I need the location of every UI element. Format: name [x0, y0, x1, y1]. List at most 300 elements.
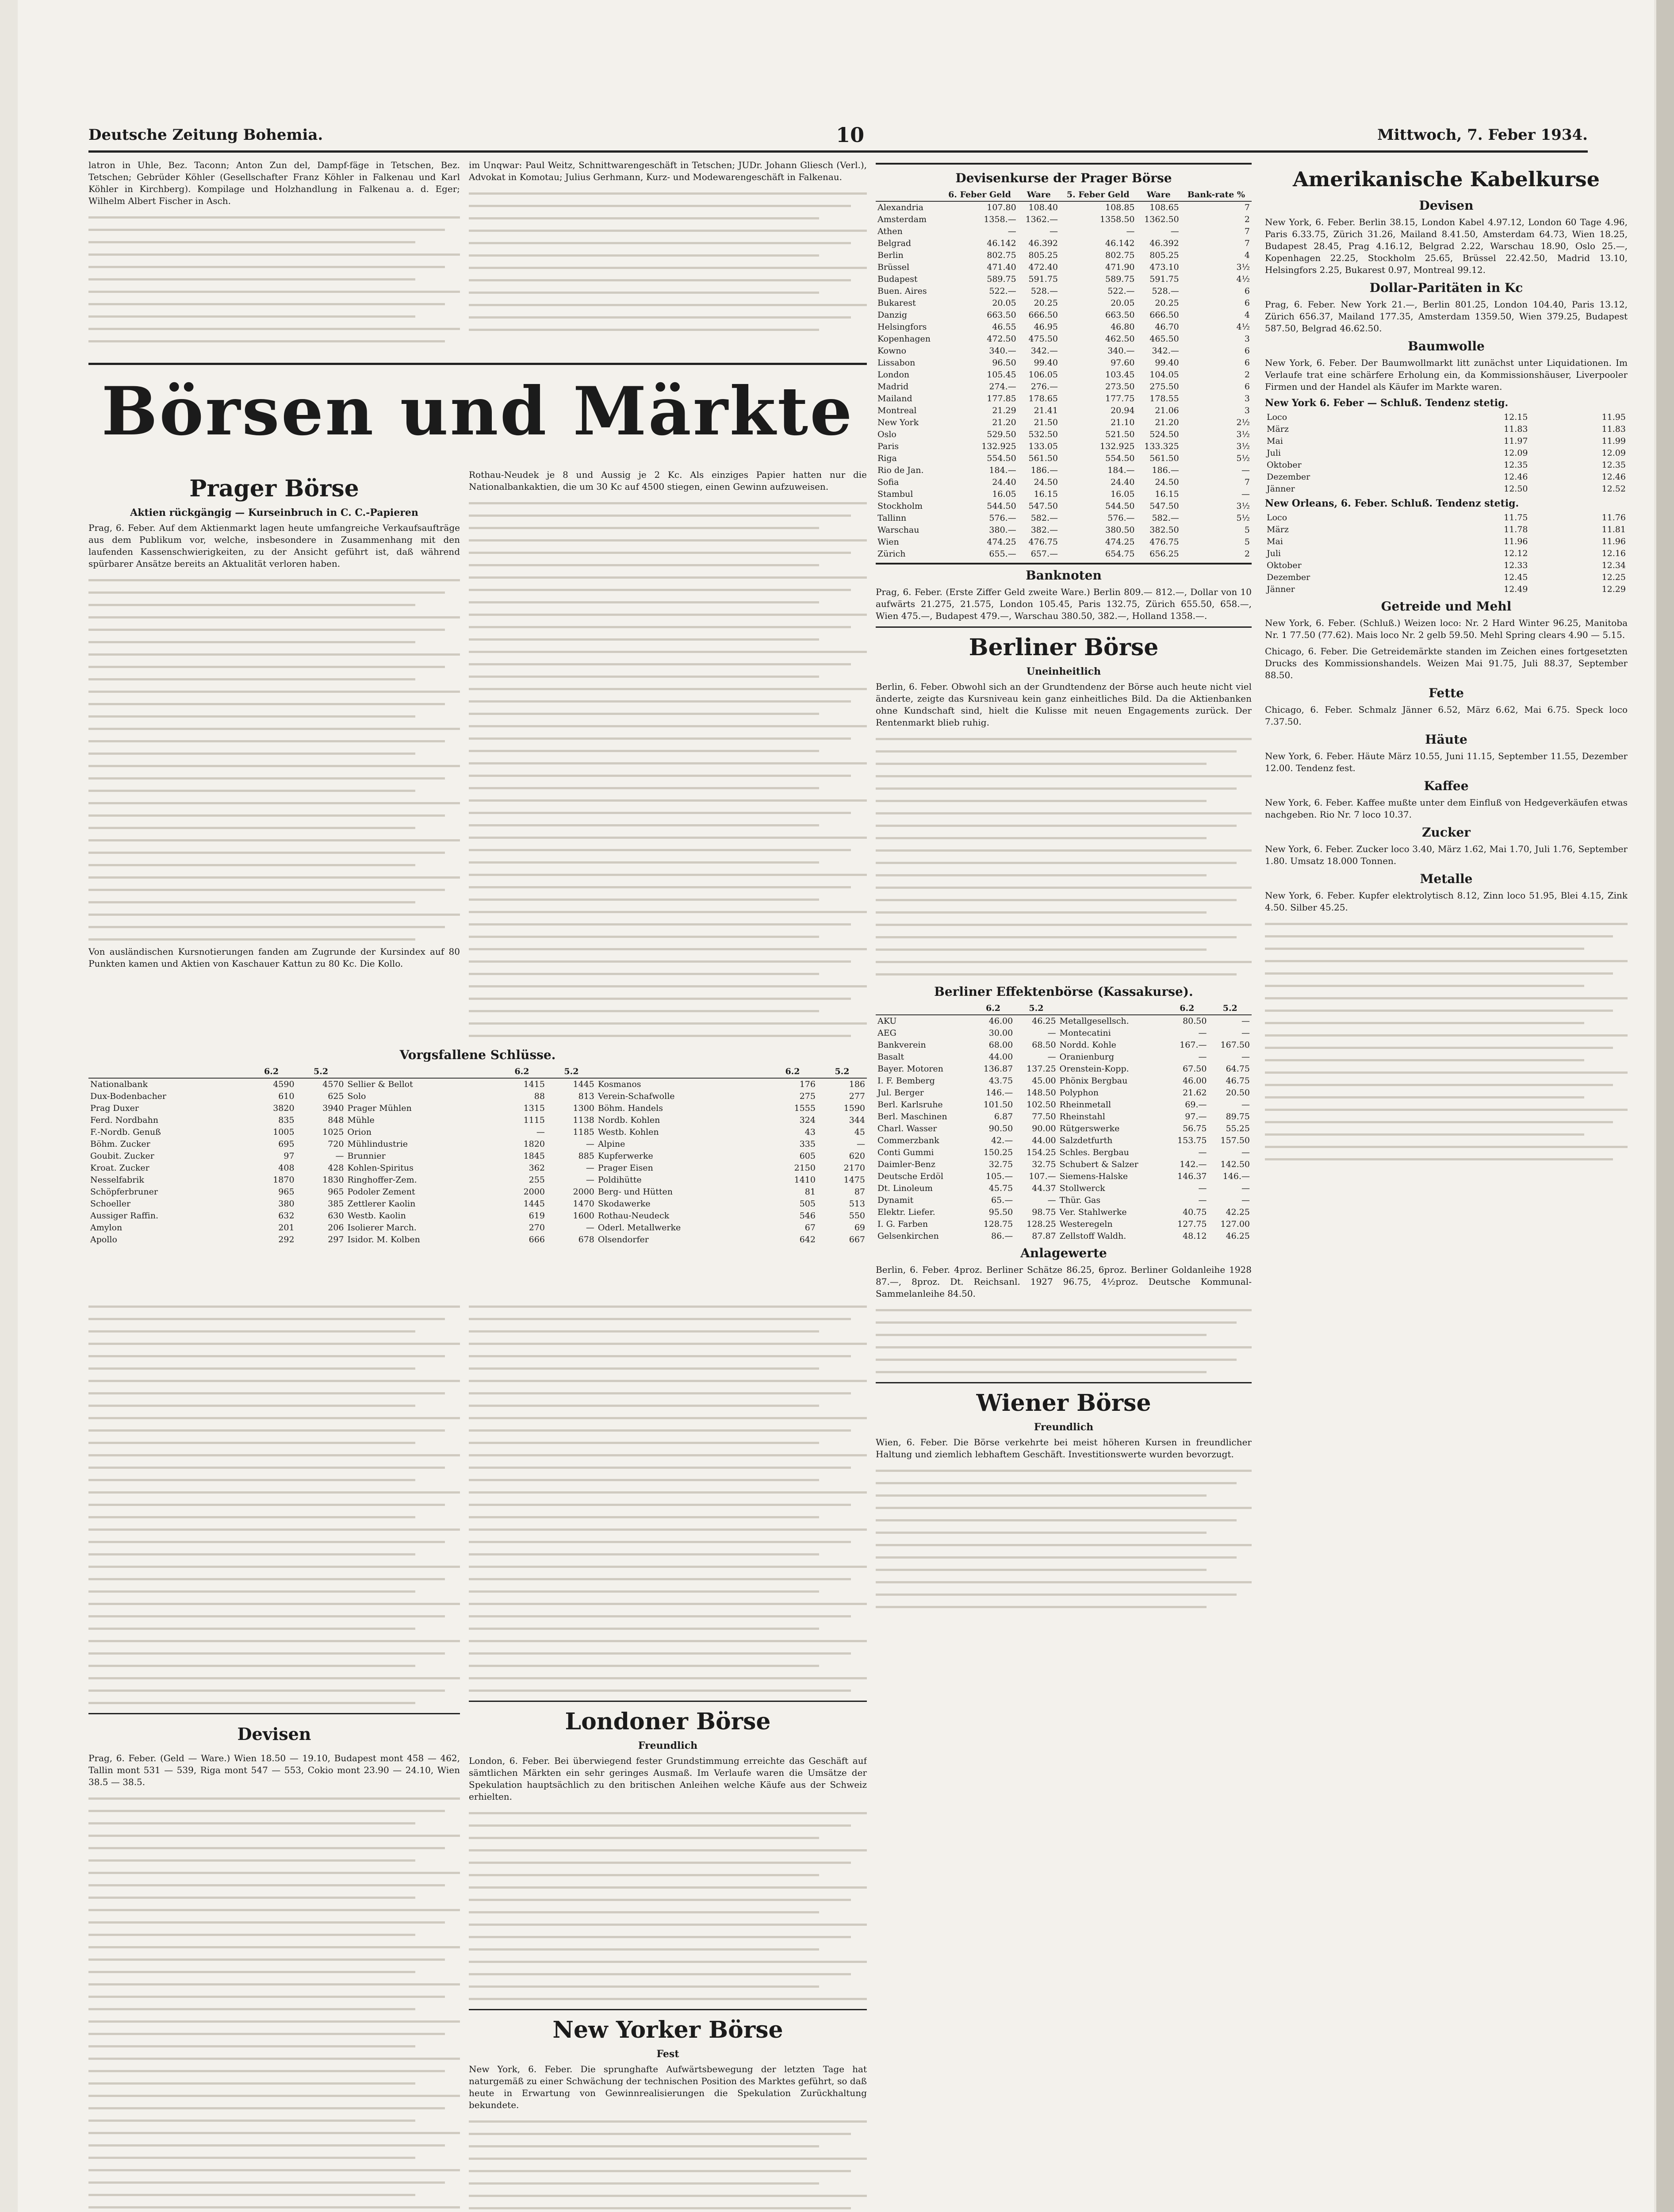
- table-cell: 20.94: [1111, 406, 1135, 415]
- table-cell: Wien: [877, 537, 899, 547]
- table-cell: Warschau: [877, 525, 919, 535]
- table-cell: I. F. Bemberg: [877, 1076, 935, 1086]
- table-cell: 532.50: [1028, 430, 1058, 439]
- table-cell: 2170: [843, 1163, 865, 1173]
- wiener-title: Wiener Börse: [976, 1390, 1151, 1417]
- cotton-row: [1265, 536, 1628, 548]
- table-cell: 16.15: [1155, 489, 1179, 499]
- table-cell: 133.05: [1028, 442, 1058, 451]
- table-cell: Charl. Wasser: [877, 1124, 937, 1133]
- cotton-row: [1265, 435, 1628, 447]
- table-cell: 344: [849, 1115, 865, 1125]
- table-cell: 273.50: [1105, 382, 1135, 392]
- column-header: 6.2: [497, 1066, 547, 1078]
- divider: [876, 626, 1252, 628]
- column-header: 5. Feber Geld: [1060, 189, 1137, 201]
- table-cell: 46.25: [1032, 1016, 1056, 1026]
- table-cell: Jänner: [1267, 484, 1295, 494]
- prager-subtitle: Aktien rückgängig — Kurseinbruch in C. C.-Papieren: [130, 507, 418, 518]
- table-cell: 137.25: [1027, 1064, 1056, 1074]
- getreide-title: Getreide und Mehl: [1381, 599, 1512, 614]
- table-cell: Isolierer March.: [347, 1223, 417, 1233]
- am-devisen-title: Devisen: [1419, 198, 1474, 213]
- table-cell: 522.—: [1107, 286, 1135, 296]
- table-cell: —: [586, 1175, 594, 1185]
- table-cell: 1300: [573, 1103, 594, 1113]
- table-cell: 476.75: [1028, 537, 1058, 547]
- table-cell: 848: [328, 1115, 344, 1125]
- table-cell: 805.25: [1149, 250, 1179, 260]
- table-cell: 24.40: [1111, 477, 1135, 487]
- table-cell: Mühlindustrie: [347, 1139, 408, 1149]
- table-cell: 97.60: [1111, 358, 1135, 368]
- devisen-row: [876, 214, 1252, 226]
- cotton-row: [1265, 560, 1628, 572]
- table-cell: 44.00: [988, 1052, 1013, 1062]
- devisen-row: [876, 548, 1252, 560]
- cotton-row: [1265, 524, 1628, 536]
- table-cell: 68.00: [988, 1040, 1013, 1050]
- table-cell: 81: [804, 1187, 816, 1197]
- table-cell: Kosmanos: [598, 1079, 641, 1089]
- table-cell: 136.87: [983, 1064, 1013, 1074]
- table-cell: 86.—: [991, 1231, 1013, 1241]
- effekten-row: [876, 1147, 1252, 1159]
- table-cell: Kopenhagen: [877, 334, 931, 344]
- devisen-row: [876, 441, 1252, 453]
- table-cell: Nesselfabrik: [90, 1175, 144, 1185]
- table-cell: 5½: [1236, 453, 1250, 463]
- effekten-row: [876, 1039, 1252, 1051]
- table-cell: 12.16: [1601, 549, 1626, 558]
- table-cell: 99.40: [1034, 358, 1058, 368]
- table-cell: 46.00: [1183, 1076, 1207, 1086]
- schluss-table: [88, 1066, 867, 1246]
- effekten-row: [876, 1123, 1252, 1135]
- devisen-row: [876, 285, 1252, 297]
- column-header: Ware: [1018, 189, 1060, 201]
- table-cell: 2: [1244, 549, 1250, 559]
- adjacent-page-edge: [1656, 0, 1674, 2212]
- table-cell: Skodawerke: [598, 1199, 651, 1209]
- table-cell: 678: [578, 1235, 594, 1244]
- table-cell: 654.75: [1105, 549, 1135, 559]
- table-cell: Conti Gummi: [877, 1148, 934, 1157]
- table-cell: 87.87: [1032, 1231, 1056, 1241]
- table-cell: Mühle: [347, 1115, 375, 1125]
- table-cell: —: [1047, 1052, 1056, 1062]
- effekten-row: [876, 1194, 1252, 1206]
- table-cell: Orion: [347, 1127, 372, 1137]
- table-cell: 11.75: [1504, 513, 1528, 522]
- table-cell: 107.—: [1029, 1171, 1056, 1181]
- table-cell: 554.50: [1105, 453, 1135, 463]
- table-cell: 521.50: [1105, 430, 1135, 439]
- table-cell: Mai: [1267, 436, 1283, 446]
- wiener-text: Wien, 6. Feber. Die Börse verkehrte bei meist höheren Kursen in freundlicher Haltung und ziemlich lebhaftem Geschäft. Investitionswerte wurden bevorzugt.: [876, 1437, 1252, 1459]
- table-cell: 11.78: [1504, 525, 1528, 534]
- table-cell: 582.—: [1152, 513, 1179, 523]
- table-cell: 184.—: [1107, 465, 1135, 475]
- table-cell: 21.06: [1155, 406, 1179, 415]
- table-cell: Jänner: [1267, 584, 1295, 594]
- table-cell: 1358.—: [984, 215, 1016, 224]
- table-cell: 663.50: [987, 310, 1016, 320]
- table-cell: 12.33: [1504, 561, 1528, 570]
- cotton-row: [1265, 548, 1628, 560]
- table-cell: 45: [854, 1127, 865, 1137]
- table-header-row: [876, 189, 1252, 201]
- table-cell: Westb. Kaolin: [347, 1211, 406, 1221]
- table-cell: 276.—: [1030, 382, 1058, 392]
- table-cell: Juli: [1267, 549, 1281, 558]
- table-cell: 11.96: [1504, 537, 1528, 546]
- table-cell: —: [857, 1139, 865, 1149]
- table-cell: 16.15: [1034, 489, 1058, 499]
- table-cell: 471.90: [1105, 262, 1135, 272]
- table-cell: 3½: [1236, 501, 1250, 511]
- chicago-text: Chicago, 6. Feber. Die Getreidemärkte standen im Zeichen eines fortgesetzten Drucks des Kommissionshandels. Weizen Mai 91.75, Juli 88.37, September 88.50.: [1265, 646, 1628, 680]
- fette-title: Fette: [1429, 686, 1464, 700]
- third-column: [876, 159, 1252, 2212]
- schluss-row: [88, 1162, 867, 1174]
- table-cell: 67: [804, 1223, 816, 1233]
- table-cell: 106.05: [1028, 370, 1058, 380]
- table-cell: 610: [278, 1091, 295, 1101]
- table-cell: Amsterdam: [877, 215, 927, 224]
- table-cell: 275.50: [1149, 382, 1179, 392]
- table-cell: 576.—: [1107, 513, 1135, 523]
- prager-boerse: [88, 469, 460, 1040]
- table-cell: Berg- und Hütten: [598, 1187, 673, 1197]
- table-cell: 24.50: [1155, 477, 1179, 487]
- table-cell: Juli: [1267, 448, 1281, 458]
- table-cell: Mai: [1267, 537, 1283, 546]
- table-cell: 108.85: [1105, 203, 1135, 212]
- effekten-row: [876, 1230, 1252, 1242]
- table-cell: Dt. Linoleum: [877, 1183, 933, 1193]
- table-cell: Ver. Stahlwerke: [1059, 1207, 1127, 1217]
- table-cell: 656.25: [1149, 549, 1179, 559]
- cotton-row: [1265, 423, 1628, 435]
- prager-boerse-cont: [469, 469, 867, 1040]
- table-cell: Podoler Zement: [347, 1187, 415, 1197]
- devisen-row: [876, 381, 1252, 393]
- table-cell: 105.45: [987, 370, 1016, 380]
- table-cell: Basalt: [877, 1052, 904, 1062]
- table-cell: 619: [529, 1211, 545, 1221]
- table-cell: 642: [799, 1235, 816, 1244]
- effekten-row: [876, 1087, 1252, 1099]
- table-cell: 657.—: [1030, 549, 1058, 559]
- table-cell: 16.05: [1111, 489, 1135, 499]
- table-cell: AEG: [877, 1028, 896, 1038]
- banknoten-title: Banknoten: [1026, 568, 1102, 583]
- table-cell: Schles. Bergbau: [1059, 1148, 1129, 1157]
- table-cell: 695: [278, 1139, 295, 1149]
- table-cell: 127.00: [1220, 1219, 1250, 1229]
- table-cell: Rheinmetall: [1059, 1100, 1111, 1110]
- table-cell: 475.50: [1028, 334, 1058, 344]
- table-cell: 167.50: [1220, 1040, 1250, 1050]
- effekten-row: [876, 1159, 1252, 1171]
- table-cell: 20.50: [1226, 1088, 1250, 1098]
- table-cell: 3940: [322, 1103, 344, 1113]
- table-cell: 1470: [573, 1199, 594, 1209]
- effekten-table: [876, 1002, 1252, 1242]
- table-cell: 12.50: [1504, 484, 1528, 494]
- devisen-text: Prag, 6. Feber. (Geld — Ware.) Wien 18.50 — 19.10, Budapest mont 458 — 462, Tallin mont 531 — 539, Riga mont 547 — 553, Cokio mont 23.90 — 24.10, Wien 38.5 — 38.5.: [88, 1753, 460, 1787]
- table-cell: 11.96: [1601, 537, 1626, 546]
- table-cell: 43: [804, 1127, 816, 1137]
- table-cell: 666.50: [1028, 310, 1058, 320]
- ny-cotton-title: New York 6. Feber — Schluß. Tendenz stetig.: [1265, 397, 1509, 409]
- table-cell: 101.50: [983, 1100, 1013, 1110]
- intro-text-lines: [88, 211, 460, 348]
- table-cell: März: [1267, 525, 1289, 534]
- table-cell: 24.50: [1034, 477, 1058, 487]
- table-cell: 186: [849, 1079, 865, 1089]
- table-cell: Solo: [347, 1091, 366, 1101]
- table-cell: 663.50: [1105, 310, 1135, 320]
- table-cell: 20.25: [1034, 298, 1058, 308]
- table-cell: 46.142: [1105, 238, 1135, 248]
- table-cell: 1590: [843, 1103, 865, 1113]
- table-cell: 620: [849, 1151, 865, 1161]
- devisen-row: [876, 238, 1252, 250]
- prager-title: Prager Börse: [189, 475, 359, 502]
- table-cell: 4: [1244, 310, 1250, 320]
- table-cell: 655.—: [989, 549, 1016, 559]
- table-cell: 127.75: [1177, 1219, 1207, 1229]
- table-cell: —: [335, 1151, 344, 1161]
- table-cell: 12.29: [1601, 584, 1626, 594]
- table-cell: 965: [328, 1187, 344, 1197]
- table-cell: Danzig: [877, 310, 908, 320]
- table-cell: 11.97: [1504, 436, 1528, 446]
- table-cell: Berl. Maschinen: [877, 1112, 947, 1121]
- table-cell: Lissabon: [877, 358, 916, 368]
- berliner-text-lines: [876, 733, 1252, 981]
- table-cell: 21.41: [1034, 406, 1058, 415]
- table-cell: 362: [529, 1163, 545, 1173]
- table-cell: Kupferwerke: [598, 1151, 653, 1161]
- table-cell: 471.40: [987, 262, 1016, 272]
- londoner-title: Londoner Börse: [565, 1708, 771, 1735]
- table-cell: 1830: [322, 1175, 344, 1185]
- table-cell: 20.05: [1111, 298, 1135, 308]
- table-cell: 46.392: [1028, 238, 1058, 248]
- column-header: [876, 1002, 972, 1015]
- table-cell: 148.50: [1027, 1088, 1056, 1098]
- cotton-row: [1265, 584, 1628, 595]
- newyorker-sub: Fest: [656, 2048, 679, 2060]
- table-cell: Dynamit: [877, 1195, 914, 1205]
- table-cell: 4570: [322, 1079, 344, 1089]
- table-cell: Daimler-Benz: [877, 1160, 935, 1169]
- table-cell: Prager Mühlen: [347, 1103, 412, 1113]
- table-cell: Kohlen-Spiritus: [347, 1163, 414, 1173]
- table-cell: Rütgerswerke: [1059, 1124, 1120, 1133]
- table-cell: 12.46: [1601, 472, 1626, 482]
- table-cell: Ferd. Nordbahn: [90, 1115, 158, 1125]
- table-cell: Zettlerer Kaolin: [347, 1199, 416, 1209]
- londoner-sub: Freundlich: [638, 1740, 698, 1751]
- table-cell: —: [1198, 1148, 1207, 1157]
- table-cell: 589.75: [987, 274, 1016, 284]
- anlagewerte-text-lines: [876, 1304, 1252, 1379]
- dollar-title: Dollar-Paritäten in Kc: [1369, 280, 1523, 295]
- table-cell: Amylon: [90, 1223, 123, 1233]
- table-cell: 1600: [573, 1211, 594, 1221]
- newyorker-text: New York, 6. Feber. Die sprunghafte Aufwärtsbewegung der letzten Tage hat naturgemäß zu einer Schwächung der technischen Position des Marktes geführt, so daß heute in Erwartung von Gewinnrealisierungen die Spekulation Zurückhaltung bekundete.: [469, 2064, 867, 2110]
- table-cell: 21.62: [1183, 1088, 1207, 1098]
- table-cell: Oktober: [1267, 460, 1302, 470]
- no-cotton-table: [1265, 512, 1628, 595]
- table-cell: 16.05: [992, 489, 1016, 499]
- table-cell: 20.05: [992, 298, 1016, 308]
- table-cell: 88: [534, 1091, 545, 1101]
- haeute-text: New York, 6. Feber. Häute März 10.55, Juni 11.15, September 11.55, Dezember 12.00. Tendenz fest.: [1265, 751, 1628, 773]
- table-cell: 146.37: [1177, 1171, 1207, 1181]
- table-cell: Prager Eisen: [598, 1163, 653, 1173]
- table-cell: 69.—: [1185, 1100, 1207, 1110]
- newyorker-title: New Yorker Börse: [552, 2016, 783, 2043]
- table-cell: 157.50: [1220, 1136, 1250, 1145]
- schluss-row: [88, 1138, 867, 1150]
- baumwolle-title: Baumwolle: [1408, 339, 1485, 353]
- table-cell: —: [1198, 1052, 1207, 1062]
- londoner-text-lines: [469, 1807, 867, 2005]
- column-header: 6.2: [972, 1002, 1015, 1015]
- prager-text: Rothau-Neudek je 8 und Aussig je 2 Kc. Als einziges Papier hatten nur die Nationalbankaktien, die um 30 Kc auf 4500 stiegen, einen Gewinn aufzuweisen.: [469, 469, 867, 492]
- effekten-row: [876, 1075, 1252, 1087]
- table-cell: 146.—: [985, 1088, 1013, 1098]
- am-devisen-text: New York, 6. Feber. Berlin 38.15, London Kabel 4.97.12, London 60 Tage 4.96, Paris 6.33.75, Zürich 31.26, Mailand 8.41.50, Amsterdam 64.73, Wien 18.25, Budapest 28.45, Prag 4.16.12, Belgrad 2.22, Warschau 18.90, Oslo 25.—, Kopenhagen 22.25, Stockholm 25.65, Brüssel 22.42.50, Madrid 13.10, Helsingfors 2.25, Bukarest 0.97, Montreal 99.12.: [1265, 217, 1628, 275]
- table-cell: 186.—: [1030, 465, 1058, 475]
- table-cell: 4½: [1236, 322, 1250, 332]
- table-cell: 12.15: [1504, 412, 1528, 422]
- table-cell: 98.75: [1032, 1207, 1056, 1217]
- devisen-row: [876, 512, 1252, 524]
- table-cell: 3½: [1236, 262, 1250, 272]
- table-cell: 177.85: [987, 394, 1016, 403]
- table-cell: 133.325: [1144, 442, 1179, 451]
- table-cell: Isidor. M. Kolben: [347, 1235, 420, 1244]
- column-header: [876, 189, 941, 201]
- table-cell: 472.40: [1028, 262, 1058, 272]
- table-cell: Thür. Gas: [1059, 1195, 1101, 1205]
- table-cell: —: [1198, 1195, 1207, 1205]
- table-cell: Westb. Kohlen: [598, 1127, 659, 1137]
- table-cell: 380.—: [989, 525, 1016, 535]
- table-cell: Athen: [877, 227, 903, 236]
- table-cell: 32.75: [1032, 1160, 1056, 1169]
- cotton-row: [1265, 483, 1628, 495]
- table-cell: —: [1198, 1183, 1207, 1193]
- table-cell: 132.925: [981, 442, 1016, 451]
- table-cell: 277: [849, 1091, 865, 1101]
- table-cell: 632: [278, 1211, 295, 1221]
- devisen-row: [876, 488, 1252, 500]
- table-cell: 666: [529, 1235, 545, 1244]
- column-header: 5.2: [1015, 1002, 1057, 1015]
- devisen-row: [876, 273, 1252, 285]
- table-cell: 67.50: [1183, 1064, 1207, 1074]
- table-cell: 3: [1244, 406, 1250, 415]
- devisen-row: [876, 524, 1252, 536]
- table-cell: 44.37: [1032, 1183, 1056, 1193]
- table-cell: 476.75: [1149, 537, 1179, 547]
- table-cell: Berlin: [877, 250, 904, 260]
- table-cell: —: [1047, 1028, 1056, 1038]
- table-cell: Polyphon: [1059, 1088, 1099, 1098]
- baumwolle-text: New York, 6. Feber. Der Baumwollmarkt litt zunächst unter Liquidationen. Im Verlaufe trat eine schärfere Erholung ein, da Kommissionshäuser, Liverpooler Firmen und der Handel als Käufer im Markte waren.: [1265, 357, 1628, 392]
- table-cell: Dezember: [1267, 572, 1310, 582]
- table-cell: 40.75: [1183, 1207, 1207, 1217]
- table-cell: —: [1241, 1028, 1250, 1038]
- table-cell: 385: [328, 1199, 344, 1209]
- table-cell: 524.50: [1149, 430, 1179, 439]
- cotton-row: [1265, 459, 1628, 471]
- table-cell: Aussiger Raffin.: [90, 1211, 158, 1221]
- table-cell: 46.392: [1149, 238, 1179, 248]
- table-cell: 1415: [523, 1079, 545, 1089]
- table-cell: 340.—: [1107, 346, 1135, 356]
- devisen-row: [876, 476, 1252, 488]
- devisen-row: [876, 536, 1252, 548]
- column-header: 5.2: [547, 1066, 596, 1078]
- column-header: 6.2: [247, 1066, 296, 1078]
- table-cell: 4: [1244, 250, 1250, 260]
- table-cell: 3½: [1236, 430, 1250, 439]
- table-cell: 292: [278, 1235, 295, 1244]
- table-cell: 462.50: [1105, 334, 1135, 344]
- main-title: Börsen und Märkte: [101, 373, 854, 450]
- schluss-title: Vorgsfallene Schlüsse.: [399, 1048, 556, 1062]
- table-cell: Schubert & Salzer: [1059, 1160, 1138, 1169]
- table-cell: Oktober: [1267, 561, 1302, 570]
- table-cell: —: [1241, 1195, 1250, 1205]
- table-cell: 11.99: [1601, 436, 1626, 446]
- berliner-title: Berliner Börse: [969, 634, 1159, 661]
- prager-text-lines: [469, 497, 867, 1040]
- newspaper-name: Deutsche Zeitung Bohemia.: [88, 126, 323, 144]
- column-header: [346, 1066, 497, 1078]
- zucker-text: New York, 6. Feber. Zucker loco 3.40, März 1.62, Mai 1.70, Juli 1.76, September 1.80. Umsatz 18.000 Tonnen.: [1265, 844, 1628, 866]
- table-cell: 102.50: [1027, 1100, 1056, 1110]
- table-cell: London: [877, 370, 910, 380]
- effekten-row: [876, 1183, 1252, 1194]
- table-cell: 20.25: [1155, 298, 1179, 308]
- table-cell: 5½: [1236, 513, 1250, 523]
- table-cell: Böhm. Zucker: [90, 1139, 150, 1149]
- table-cell: 2: [1244, 215, 1250, 224]
- table-cell: 554.50: [987, 453, 1016, 463]
- table-cell: 472.50: [987, 334, 1016, 344]
- table-cell: Apollo: [90, 1235, 117, 1244]
- table-cell: 128.25: [1027, 1219, 1056, 1229]
- table-cell: Oderl. Metallwerke: [598, 1223, 681, 1233]
- schluss-row: [88, 1210, 867, 1222]
- table-cell: 201: [278, 1223, 295, 1233]
- effekten-row: [876, 1015, 1252, 1027]
- table-cell: 1845: [523, 1151, 545, 1161]
- table-header-row: [876, 1002, 1252, 1015]
- table-cell: 1025: [322, 1127, 344, 1137]
- table-cell: 547.50: [1028, 501, 1058, 511]
- anlagewerte-title: Anlagewerte: [1020, 1246, 1107, 1260]
